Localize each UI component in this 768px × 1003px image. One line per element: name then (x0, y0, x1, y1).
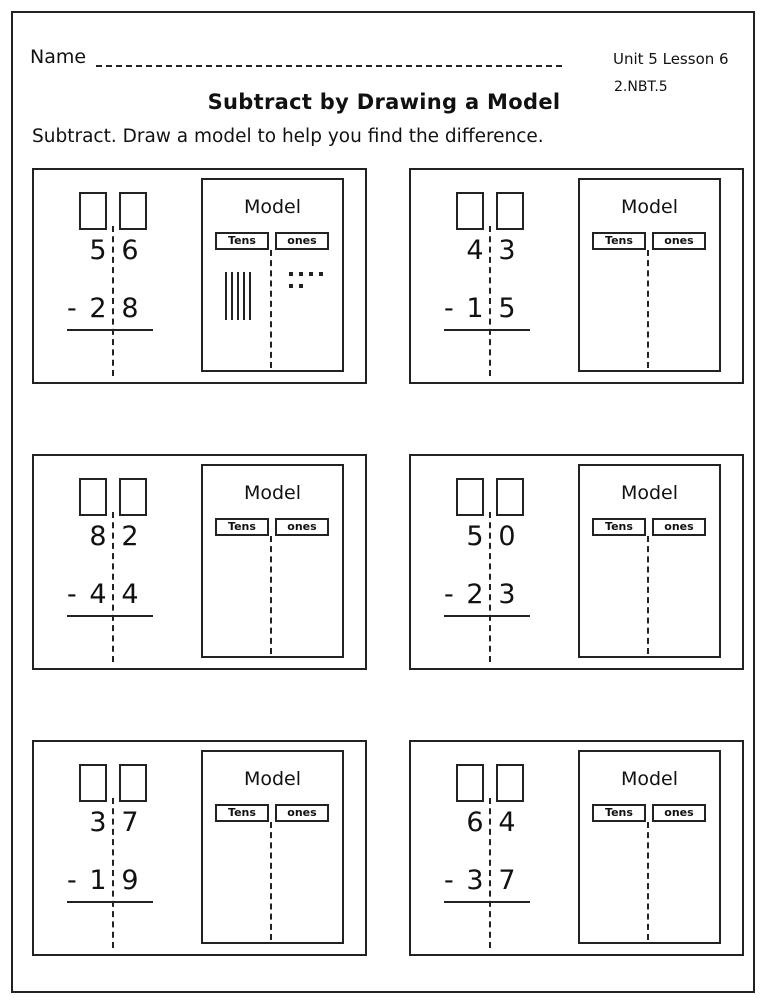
problem-card-3 (32, 454, 367, 670)
place-value-problem (444, 192, 526, 367)
model-box[interactable] (578, 178, 721, 372)
subtrahend-ones: 8 (121, 293, 139, 324)
ones-header: ones (652, 232, 706, 250)
minus-sign: - (444, 579, 454, 610)
model-title: Model (243, 768, 302, 790)
subtrahend-tens: 2 (89, 293, 107, 324)
ones-answer-box[interactable] (496, 192, 524, 230)
place-value-divider (112, 226, 114, 376)
subtrahend-tens: 2 (466, 579, 484, 610)
subtrahend-tens: 3 (466, 865, 484, 896)
ones-dot (319, 272, 323, 276)
tens-header: Tens (592, 232, 646, 250)
minuend-ones: 7 (121, 807, 139, 838)
model-title: Model (243, 196, 302, 218)
place-value-problem (444, 478, 526, 653)
minuend-ones: 3 (498, 235, 516, 266)
minuend-tens: 8 (89, 521, 107, 552)
problem-card-6 (409, 740, 744, 956)
problem-card-5 (32, 740, 367, 956)
problem-card-1 (32, 168, 367, 384)
page-title: Subtract by Drawing a Model (207, 90, 561, 114)
tens-answer-box[interactable] (456, 478, 484, 516)
model-title: Model (620, 482, 679, 504)
model-title: Model (243, 482, 302, 504)
answer-rule (67, 329, 153, 331)
place-value-divider (112, 512, 114, 662)
minuend-tens: 4 (466, 235, 484, 266)
minuend-tens: 6 (466, 807, 484, 838)
tens-header: Tens (592, 804, 646, 822)
tens-header: Tens (592, 518, 646, 536)
place-value-problem (444, 764, 526, 939)
minuend-tens: 3 (89, 807, 107, 838)
model-box[interactable] (578, 464, 721, 658)
minuend-ones: 0 (498, 521, 516, 552)
model-divider (270, 822, 272, 940)
answer-rule (444, 329, 530, 331)
place-value-problem (67, 764, 149, 939)
tens-header: Tens (215, 804, 269, 822)
subtrahend-tens: 1 (89, 865, 107, 896)
minuend-tens: 5 (89, 235, 107, 266)
ones-answer-box[interactable] (119, 478, 147, 516)
model-box[interactable] (201, 178, 344, 372)
tens-stick (249, 272, 251, 320)
place-value-problem (67, 478, 149, 653)
tens-header: Tens (215, 518, 269, 536)
minus-sign: - (444, 293, 454, 324)
minuend-ones: 6 (121, 235, 139, 266)
answer-rule (444, 615, 530, 617)
subtrahend-ones: 5 (498, 293, 516, 324)
place-value-divider (489, 798, 491, 948)
minus-sign: - (67, 293, 77, 324)
minus-sign: - (67, 865, 77, 896)
name-line[interactable] (96, 65, 562, 67)
tens-answer-box[interactable] (79, 478, 107, 516)
tens-header: Tens (215, 232, 269, 250)
ones-header: ones (652, 518, 706, 536)
ones-answer-box[interactable] (119, 764, 147, 802)
tens-answer-box[interactable] (79, 192, 107, 230)
unit-lesson: Unit 5 Lesson 6 (613, 50, 729, 68)
minus-sign: - (444, 865, 454, 896)
place-value-divider (112, 798, 114, 948)
ones-answer-box[interactable] (496, 478, 524, 516)
minuend-ones: 2 (121, 521, 139, 552)
answer-rule (67, 615, 153, 617)
ones-answer-box[interactable] (496, 764, 524, 802)
minuend-ones: 4 (498, 807, 516, 838)
model-title: Model (620, 196, 679, 218)
name-label: Name (30, 46, 87, 68)
subtrahend-tens: 4 (89, 579, 107, 610)
answer-rule (444, 901, 530, 903)
tens-answer-box[interactable] (79, 764, 107, 802)
subtrahend-ones: 7 (498, 865, 516, 896)
tens-stick (231, 272, 233, 320)
ones-dot (299, 284, 303, 288)
tens-stick (243, 272, 245, 320)
model-box[interactable] (201, 464, 344, 658)
model-box[interactable] (578, 750, 721, 944)
ones-header: ones (275, 518, 329, 536)
tens-answer-box[interactable] (456, 764, 484, 802)
standard-code: 2.NBT.5 (614, 79, 668, 95)
subtrahend-ones: 3 (498, 579, 516, 610)
answer-rule (67, 901, 153, 903)
tens-answer-box[interactable] (456, 192, 484, 230)
problem-card-4 (409, 454, 744, 670)
ones-header: ones (652, 804, 706, 822)
minus-sign: - (67, 579, 77, 610)
model-box[interactable] (201, 750, 344, 944)
tens-stick (225, 272, 227, 320)
place-value-divider (489, 512, 491, 662)
tens-stick (237, 272, 239, 320)
subtrahend-ones: 9 (121, 865, 139, 896)
model-divider (647, 822, 649, 940)
ones-dot (309, 272, 313, 276)
ones-dot (289, 284, 293, 288)
model-title: Model (620, 768, 679, 790)
instructions: Subtract. Draw a model to help you find the difference. (32, 126, 544, 147)
minuend-tens: 5 (466, 521, 484, 552)
problem-card-2 (409, 168, 744, 384)
ones-answer-box[interactable] (119, 192, 147, 230)
subtrahend-ones: 4 (121, 579, 139, 610)
place-value-problem (67, 192, 149, 367)
model-divider (270, 250, 272, 368)
ones-header: ones (275, 232, 329, 250)
ones-dot (289, 272, 293, 276)
place-value-divider (489, 226, 491, 376)
ones-dot (299, 272, 303, 276)
model-divider (647, 536, 649, 654)
ones-header: ones (275, 804, 329, 822)
subtrahend-tens: 1 (466, 293, 484, 324)
model-divider (270, 536, 272, 654)
model-divider (647, 250, 649, 368)
